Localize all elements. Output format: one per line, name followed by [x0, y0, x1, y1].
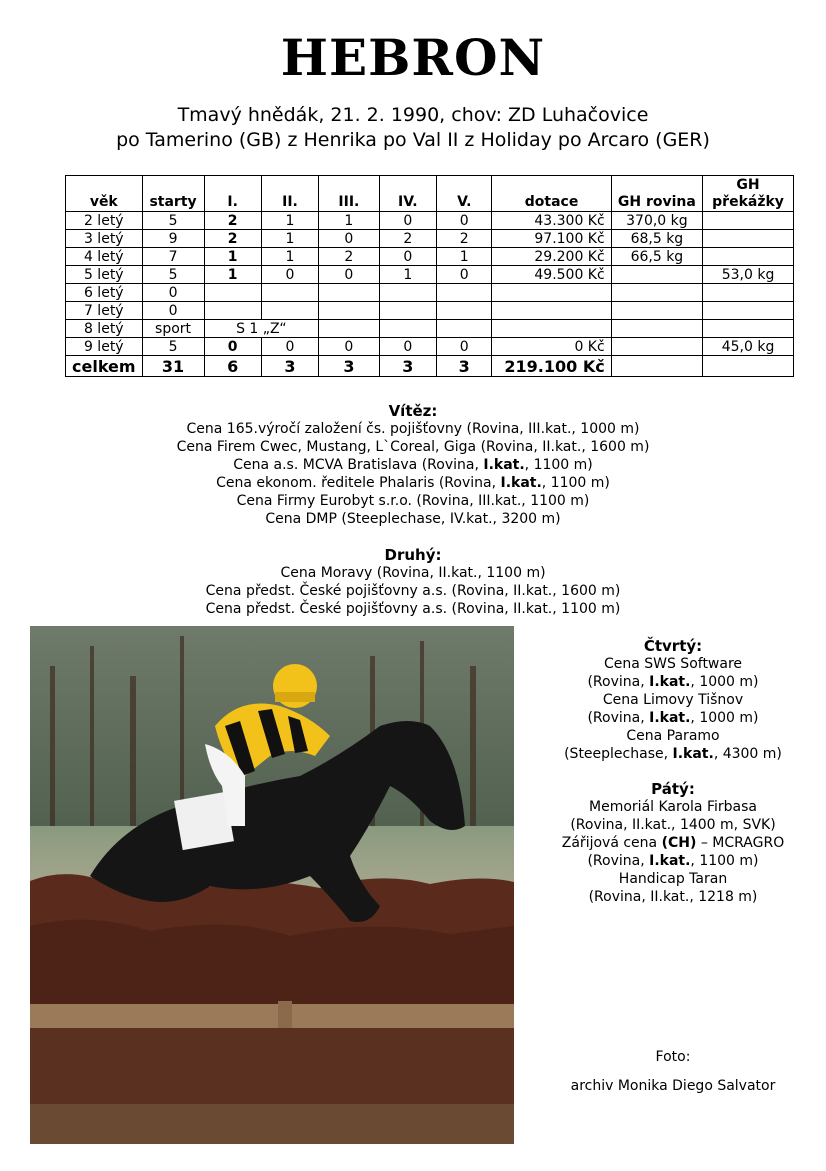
table-cell-dotace: 43.300 Kč: [492, 212, 611, 230]
header-fifth: V.: [437, 176, 492, 212]
table-cell-starty: 0: [142, 302, 204, 320]
winner-race: Cena 165.výročí založení čs. pojišťovny (Rovina, III.kat., 1000 m): [186, 421, 640, 437]
total-starty: 31: [142, 356, 204, 377]
fourth-place-section: [520, 637, 826, 763]
second-race: Cena předst. České pojišťovny a.s. (Rovina, II.kat., 1600 m): [205, 583, 621, 599]
table-cell-p1: S 1 „Z“: [204, 320, 319, 338]
table-cell-vek: 3 letý: [66, 230, 143, 248]
fifth-race: Zářijová cena (CH) – MCRAGRO: [561, 835, 785, 851]
table-cell-gh-rovina: [611, 284, 702, 302]
fourth-race-detail: (Rovina, I.kat., 1000 m): [587, 674, 759, 690]
table-cell-p5: 1: [437, 248, 492, 266]
table-cell-p3: 0: [319, 266, 379, 284]
table-cell-gh-prekazky: [703, 320, 794, 338]
table-cell-p1: 0: [204, 338, 261, 356]
header-third: III.: [319, 176, 379, 212]
photo-label: Foto:: [655, 1049, 691, 1065]
table-cell-p2: 1: [261, 212, 318, 230]
table-cell-p2: 0: [261, 338, 318, 356]
winner-section: [0, 402, 826, 528]
table-cell-gh-rovina: [611, 302, 702, 320]
table-cell-p4: [379, 320, 436, 338]
total-gh-prekazky: [703, 356, 794, 377]
table-cell-vek: 4 letý: [66, 248, 143, 266]
table-cell-p2: [261, 302, 318, 320]
table-cell-p4: 1: [379, 266, 436, 284]
photo-credit: [520, 1048, 826, 1106]
fourth-race: Cena Paramo: [626, 728, 720, 744]
table-cell-p3: [319, 284, 379, 302]
winner-race: Cena Firem Cwec, Mustang, L`Coreal, Giga (Rovina, II.kat., 1600 m): [176, 439, 650, 455]
table-cell-p5: 0: [437, 212, 492, 230]
fourth-race: Cena SWS Software: [603, 656, 743, 672]
table-cell-gh-rovina: [611, 338, 702, 356]
winner-race: Cena ekonom. ředitele Phalaris (Rovina, I.kat., 1100 m): [216, 475, 610, 491]
table-row: [66, 230, 794, 248]
horse-pedigree: po Tamerino (GB) z Henrika po Val II z Holiday po Arcaro (GER): [116, 129, 710, 151]
table-cell-dotace: 97.100 Kč: [492, 230, 611, 248]
table-cell-dotace: [492, 284, 611, 302]
second-race: Cena předst. České pojišťovny a.s. (Rovina, II.kat., 1100 m): [205, 601, 621, 617]
table-cell-starty: 0: [142, 284, 204, 302]
fifth-place-section: [520, 780, 826, 906]
table-cell-gh-prekazky: 53,0 kg: [703, 266, 794, 284]
table-cell-p5: 0: [437, 266, 492, 284]
header-gh-prekazky: GH překážky: [703, 176, 794, 212]
table-cell-gh-rovina: [611, 320, 702, 338]
table-cell-starty: 5: [142, 266, 204, 284]
table-cell-gh-prekazky: [703, 284, 794, 302]
race-statistics-table: [65, 175, 794, 377]
table-cell-dotace: 49.500 Kč: [492, 266, 611, 284]
table-cell-p3: 2: [319, 248, 379, 266]
winner-race: Cena DMP (Steeplechase, IV.kat., 3200 m): [265, 511, 561, 527]
total-second: 3: [261, 356, 318, 377]
second-place-section: [0, 546, 826, 618]
fifth-race-detail: (Rovina, II.kat., 1218 m): [588, 889, 758, 905]
header-fourth: IV.: [379, 176, 436, 212]
table-cell-gh-rovina: 370,0 kg: [611, 212, 702, 230]
table-cell-starty: 5: [142, 212, 204, 230]
table-cell-p3: [319, 302, 379, 320]
table-cell-p2: 1: [261, 248, 318, 266]
fourth-race-detail: (Steeplechase, I.kat., 4300 m): [564, 746, 782, 762]
table-cell-starty: 9: [142, 230, 204, 248]
table-cell-p5: [437, 284, 492, 302]
table-cell-vek: 9 letý: [66, 338, 143, 356]
table-cell-p3: [319, 320, 379, 338]
table-cell-gh-prekazky: [703, 302, 794, 320]
table-cell-p4: 2: [379, 230, 436, 248]
table-cell-vek: 7 letý: [66, 302, 143, 320]
table-cell-starty: sport: [142, 320, 204, 338]
table-cell-p4: 0: [379, 212, 436, 230]
total-label: celkem: [66, 356, 143, 377]
total-third: 3: [319, 356, 379, 377]
total-fifth: 3: [437, 356, 492, 377]
table-cell-p4: [379, 302, 436, 320]
table-cell-p4: 0: [379, 248, 436, 266]
header-gh-rovina: GH rovina: [611, 176, 702, 212]
table-cell-dotace: 0 Kč: [492, 338, 611, 356]
table-cell-p3: 0: [319, 338, 379, 356]
total-first: 6: [204, 356, 261, 377]
table-cell-p5: [437, 320, 492, 338]
table-cell-starty: 7: [142, 248, 204, 266]
horse-description: Tmavý hnědák, 21. 2. 1990, chov: ZD Luhačovice: [177, 104, 649, 126]
table-cell-p5: 2: [437, 230, 492, 248]
fifth-race-detail: (Rovina, II.kat., 1400 m, SVK): [570, 817, 776, 833]
table-cell-vek: 5 letý: [66, 266, 143, 284]
table-cell-vek: 8 letý: [66, 320, 143, 338]
photo-credit-text: archiv Monika Diego Salvator: [570, 1078, 776, 1094]
fifth-race-detail: (Rovina, I.kat., 1100 m): [587, 853, 759, 869]
table-cell-p2: 0: [261, 266, 318, 284]
table-cell-p4: 0: [379, 338, 436, 356]
table-cell-gh-prekazky: [703, 248, 794, 266]
table-cell-dotace: [492, 320, 611, 338]
fifth-race: Handicap Taran: [618, 871, 728, 887]
table-cell-gh-rovina: [611, 266, 702, 284]
winner-heading: Vítěz:: [388, 402, 438, 420]
header-dotace: dotace: [492, 176, 611, 212]
table-cell-p2: 1: [261, 230, 318, 248]
table-cell-p3: 0: [319, 230, 379, 248]
horse-jumping-photo: [30, 626, 514, 1144]
table-cell-gh-rovina: 66,5 kg: [611, 248, 702, 266]
fourth-race: Cena Limovy Tišnov: [602, 692, 744, 708]
winner-race: Cena a.s. MCVA Bratislava (Rovina, I.kat., 1100 m): [233, 457, 593, 473]
table-cell-gh-prekazky: [703, 212, 794, 230]
table-cell-p1: 1: [204, 248, 261, 266]
table-row: [66, 212, 794, 230]
table-cell-gh-prekazky: 45,0 kg: [703, 338, 794, 356]
table-cell-p1: 2: [204, 212, 261, 230]
table-header-row: [66, 176, 794, 212]
table-cell-gh-prekazky: [703, 230, 794, 248]
second-heading: Druhý:: [384, 546, 442, 564]
header-first: I.: [204, 176, 261, 212]
table-row: [66, 320, 794, 338]
header-vek: věk: [66, 176, 143, 212]
page-title: HEBRON: [280, 28, 546, 87]
table-row: [66, 284, 794, 302]
fourth-heading: Čtvrtý:: [643, 637, 703, 655]
table-cell-p5: 0: [437, 338, 492, 356]
total-gh-rovina: [611, 356, 702, 377]
total-dotace: 219.100 Kč: [492, 356, 611, 377]
total-fourth: 3: [379, 356, 436, 377]
table-cell-dotace: 29.200 Kč: [492, 248, 611, 266]
table-cell-starty: 5: [142, 338, 204, 356]
table-cell-p1: [204, 284, 261, 302]
table-cell-gh-rovina: 68,5 kg: [611, 230, 702, 248]
fifth-heading: Pátý:: [651, 780, 695, 798]
fourth-race-detail: (Rovina, I.kat., 1000 m): [587, 710, 759, 726]
table-cell-p2: [261, 284, 318, 302]
table-cell-dotace: [492, 302, 611, 320]
winner-race: Cena Firmy Eurobyt s.r.o. (Rovina, III.kat., 1100 m): [236, 493, 590, 509]
table-total-row: [66, 356, 794, 377]
table-cell-p3: 1: [319, 212, 379, 230]
table-row: [66, 248, 794, 266]
table-cell-p1: 1: [204, 266, 261, 284]
fifth-race: Memoriál Karola Firbasa: [589, 799, 757, 815]
second-race: Cena Moravy (Rovina, II.kat., 1100 m): [280, 565, 546, 581]
header-second: II.: [261, 176, 318, 212]
table-cell-p1: [204, 302, 261, 320]
header-starty: starty: [142, 176, 204, 212]
table-cell-p1: 2: [204, 230, 261, 248]
table-cell-vek: 6 letý: [66, 284, 143, 302]
table-row: [66, 266, 794, 284]
table-row: [66, 302, 794, 320]
table-cell-p5: [437, 302, 492, 320]
table-cell-p4: [379, 284, 436, 302]
table-row: [66, 338, 794, 356]
table-cell-vek: 2 letý: [66, 212, 143, 230]
